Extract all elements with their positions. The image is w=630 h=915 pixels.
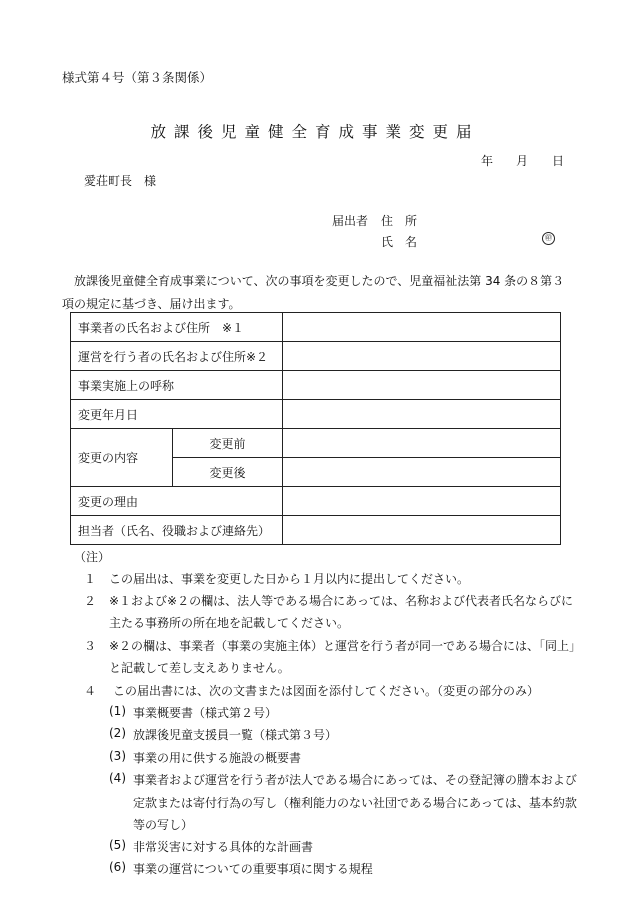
sub-item-number: (1) [109,704,126,718]
sub-item-number: (3) [109,749,126,763]
sub-item-number: (6) [109,860,126,874]
row-label: 事業実施上の呼称 [71,371,283,400]
row-label: 運営を行う者の氏名および住所※２ [71,342,283,371]
notes-heading: （注） [74,550,111,564]
sub-item-text: 放課後児童支援員一覧（様式第３号） [133,728,338,742]
table-row [71,371,561,400]
row-value-cell[interactable] [283,400,561,429]
row-label: 変更年月日 [71,400,283,429]
date-year-label: 年 [481,154,494,168]
note-number: １ [84,572,97,586]
note-number: ３ [84,639,97,653]
date-day-label: 日 [552,154,565,168]
table-row [71,516,561,545]
row-value-cell[interactable] [283,371,561,400]
sub-item-number: (4) [109,771,126,785]
row-value-cell[interactable] [283,342,561,371]
name-label: 氏 名 [381,235,418,249]
intro-paragraph [62,270,574,316]
sub-label-after: 変更後 [173,458,283,487]
note-number: ４ [84,684,97,698]
table-row [71,342,561,371]
row-value-cell[interactable] [283,516,561,545]
sub-label-before: 変更前 [173,429,283,458]
note-text: この届出は、事業を変更した日から１月以内に提出してください。 [109,572,470,586]
addressee: 愛荘町長 様 [84,174,157,188]
sub-item-number: (2) [109,726,126,740]
table-row [71,487,561,516]
note-text: ※１および※２の欄は、法人等である場合にあっては、名称および代表者氏名ならびに [109,594,573,608]
note-text: 主たる事務所の所在地を記載してください。 [109,616,350,630]
form-number: 様式第４号（第３条関係） [62,70,213,85]
table-row [71,400,561,429]
document-title: 放課後児童健全育成事業変更届 [150,123,480,141]
sub-item-text: 非常災害に対する具体的な計画書 [133,840,314,854]
note-text: と記載して差し支えありません。 [109,661,290,675]
note-text: この届出書には、次の文書または図面を添付してください。（変更の部分のみ） [113,684,540,698]
date-month-label: 月 [516,154,529,168]
row-label: 事業者の氏名および住所 ※１ [71,313,283,342]
row-label: 担当者（氏名、役職および連絡先） [71,516,283,545]
sub-item-text: 事業の運営についての重要事項に関する規程 [133,862,373,876]
row-label: 変更の内容 [71,429,173,487]
sub-item-text: 事業の用に供する施設の概要書 [133,751,302,765]
notification-table [70,312,561,545]
sub-item-text: 事業概要書（様式第２号） [133,706,278,720]
notifier-label: 届出者 [332,214,369,228]
note-number: ２ [84,594,97,608]
row-value-cell[interactable] [283,313,561,342]
table-row [71,313,561,342]
note-text: ※２の欄は、事業者（事業の実施主体）と運営を行う者が同一である場合には、「同上」 [109,639,582,653]
row-value-cell[interactable] [283,487,561,516]
sub-item-number: (5) [109,838,126,852]
table-row [71,429,561,458]
intro-text: 放課後児童健全育成事業について、次の事項を変更したので、児童福祉法第 34 条の８第３項の規定に基づき、届け出ます。 [62,274,565,311]
seal-mark: ㊞ [542,232,555,245]
sub-item-text: 等の写し） [133,818,194,832]
row-value-cell[interactable] [283,458,561,487]
row-value-cell[interactable] [283,429,561,458]
row-label: 変更の理由 [71,487,283,516]
address-label: 住 所 [381,214,418,228]
sub-item-text: 定款または寄付行為の写し（権利能力のない社団である場合にあっては、基本約款 [133,796,577,810]
sub-item-text: 事業者および運営を行う者が法人である場合にあっては、その登記簿の謄本および [133,773,577,787]
